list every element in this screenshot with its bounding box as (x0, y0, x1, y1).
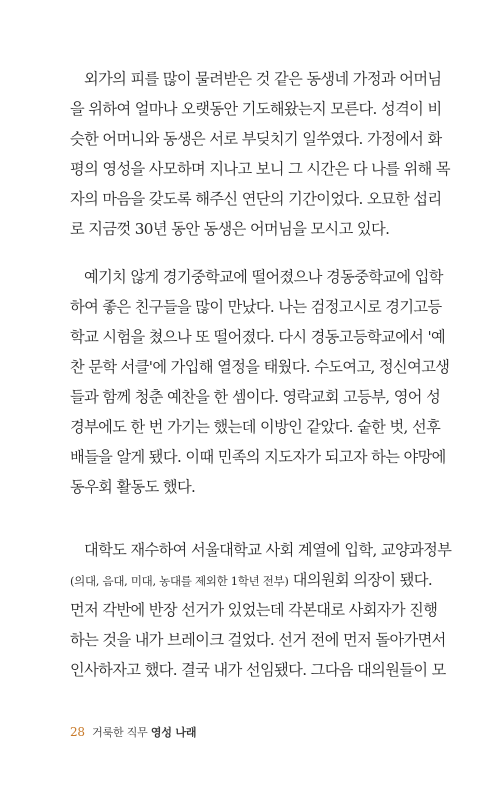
paragraph-1 (70, 64, 450, 244)
paragraph-line: 학교 시험을 쳤으나 또 떨어졌다. 다시 경동고등학교에서 '예 (70, 328, 446, 346)
paragraph-line: 예기치 않게 경기중학교에 떨어졌으나 경동중학교에 입학 (84, 268, 443, 286)
paragraph-line: 대학도 재수하여 서울대학교 사회 계열에 입학, 교양과정부 (84, 541, 452, 559)
paragraph-line: 을 위하여 얼마나 오랫동안 기도해왔는지 모른다. 성격이 비 (70, 100, 442, 118)
paragraph-2 (70, 262, 450, 502)
paragraph-line: 배들을 알게 됐다. 이때 민족의 지도자가 되고자 하는 야망에 (70, 448, 446, 466)
paragraph-line: 인사하자고 했다. 결국 내가 선임됐다. 그다음 대의원들이 모 (70, 661, 446, 679)
paragraph-line: 자의 마음을 갖도록 해주신 연단의 기간이었다. 오묘한 섭리 (70, 190, 442, 208)
paragraph-line: 경부에도 한 번 가기는 했는데 이방인 같았다. 숱한 벗, 선후 (70, 418, 441, 436)
paragraph-line: 동우회 활동도 했다. (70, 478, 196, 496)
paragraph-line: 하는 것을 내가 브레이크 걸었다. 선거 전에 먼저 돌아가면서 (70, 631, 446, 649)
paragraph-line-rest: 대의원회 의장이 됐다. (288, 571, 433, 589)
paragraph-line: 먼저 각반에 반장 선거가 있었는데 각본대로 사회자가 진행 (70, 601, 438, 619)
book-title-bold: 영성 나래 (150, 726, 197, 739)
paragraph-line: 로 지금껏 30년 동안 동생은 어머님을 모시고 있다. (70, 220, 390, 238)
page-footer (70, 724, 196, 740)
paragraph-line: 외가의 피를 많이 물려받은 것 같은 동생네 가정과 어머님 (84, 70, 442, 88)
paragraph-line-mixed (70, 565, 433, 595)
paragraph-line: 들과 함께 청춘 예찬을 한 셈이다. 영락교회 고등부, 영어 성 (70, 388, 441, 406)
parenthetical-note: (의대, 음대, 미대, 농대를 제외한 1학년 전부) (70, 574, 289, 588)
paragraph-3 (70, 535, 452, 685)
paragraph-line: 평의 영성을 사모하며 지나고 보니 그 시간은 다 나를 위해 목 (70, 160, 450, 178)
book-title-prefix: 거룩한 직무 (92, 726, 148, 739)
page-number: 28 (70, 725, 85, 739)
paragraph-line: 찬 문학 서클'에 가입해 열정을 태웠다. 수도여고, 정신여고생 (70, 358, 450, 376)
paragraph-line: 슷한 어머니와 동생은 서로 부딪치기 일쑤였다. 가정에서 화 (70, 130, 442, 148)
paragraph-line: 하여 좋은 친구들을 많이 만났다. 나는 검정고시로 경기고등 (70, 298, 442, 316)
